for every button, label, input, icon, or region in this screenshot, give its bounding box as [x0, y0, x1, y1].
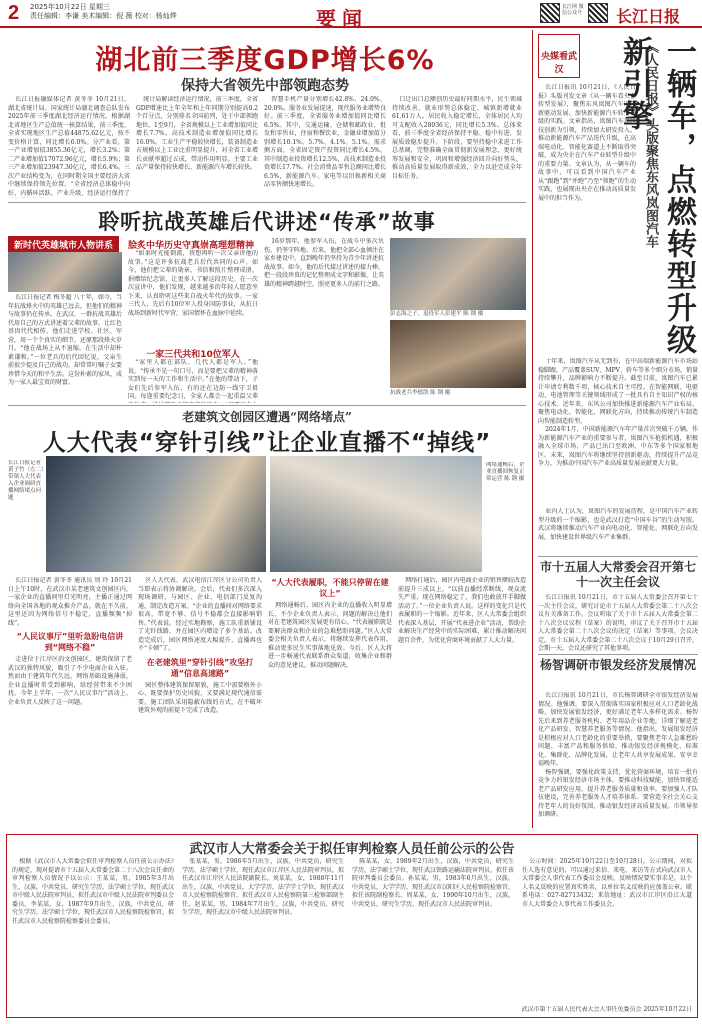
sidebar-subhead: 《人民日报》头版聚焦东风岚图汽车	[643, 40, 658, 248]
livestream-photo-2	[270, 456, 482, 572]
livestream-photo-1	[46, 456, 266, 572]
notice-col-4: 公示时间：2025年10月22日至10月28日。公示期间，对拟任人选有意见的，可以通过来信、来电、来访等方式向武汉市人大常委会人事代表工作委员会反映。反映情况要实事求是，以个人名义反映的应署真实姓名，以单位名义反映的应加盖公章。联系电话：027-82713432；来信地址：武汉市江岸区沿江大道市人大常委会人事代表工作委员会。	[522, 858, 692, 908]
yang-headline: 杨智调研市银发经济发展情况	[539, 658, 696, 672]
qr-code-icon	[588, 3, 608, 23]
notice-headline: 武汉市人大常委会关于拟任审判检察人员任前公示的公告	[189, 842, 515, 857]
photo-caption-left: 长江日报记者 黄子竹（左二）带领人大代表入企业调研直播网络堵点问题	[8, 460, 44, 501]
newspaper-logo: 长江日报	[616, 7, 681, 26]
qr-label: 长江网 微信公众号	[562, 4, 584, 16]
lead-headline: 湖北前三季度GDP增长6%	[95, 45, 435, 76]
header-info: 2025年10月22日 星期三 责任编辑：李谦 美术编辑：倪 薇 校对：杨灿烨	[30, 3, 177, 20]
sidebar-text-2: 十年来，岚图汽车从无到有，在中高端新能源汽车市场站稳脚跟，产品覆盖SUV、MPV、轿车等多个细分市场，销量持续攀升，品牌影响力不断提升。截至目前，岚图汽车已累计申请专利数千项，核心技术自主可控。在智能网联、电驱动、电池管理等关键领域形成了一批具有自主知识产权的核心技术。近年来，东风公司加快推进新能源汽车产业布局，聚焦电动化、智能化、网联化方向，持续推动传统汽车制造向智能制造转型。 2024年1月，中国新能源汽车年产量首次突破千万辆。作为新能源汽车产业的重要参与者，岚图汽车抢抓机遇，积极融入全球市场，产品已出口至欧洲、中东等多个国家和地区。未来，岚图汽车将继续坚持创新驱动，持续提升产品竞争力，为推动中国汽车产业高质量发展贡献更大力量。	[538, 358, 698, 467]
column-kicker: 央媒看武汉	[538, 34, 580, 78]
photo-caption: 彭志海之子、退役军人彭建平 陈 钢 摄	[390, 311, 484, 317]
lead-subhead: 保持大省领先中部领跑态势	[181, 78, 349, 94]
livestream-subtitle-2: 在老建筑里“穿针引线”攻坚打通“信息高速路”	[146, 657, 254, 678]
photo-caption-right: 网络通畅后，企业直播间恢复正常运营 陈 钢 摄	[486, 462, 525, 482]
notice-col-1: 根据《武汉市人大常委会拟任审判检察人员任前公示办法》的规定，现对提请市十五届人大常委会第二十八次会议任命的审判检察人员情况予以公示：王某某，男，1985年3月出生，汉族，中共党员，研究生学历，法学硕士学位，现任武汉市中级人民法院审判员，拟任武汉市中级人民法院审判委员会委员。李某某，女，1987年9月出生，汉族，中共党员，研究生学历，法学硕士学位，现任武汉市人民检察院检察官，拟任武汉市人民检察院检察委员会委员。	[12, 858, 174, 925]
lead-col-3: 智慧手机产量分别增长42.8%、24.0%、20.0%。服务业发展提速，现代服务业增势良好。前三季度，全省服务业增加值同比增长6.5%。其中，交通运输、仓储和邮政业，批发和零售业，住宿和餐饮业，金融业增加值分别增长10.1%、5.7%、4.1%、5.1%。需求侧方面，全省固定资产投资同比增长4.5%，其中制造业投资增长12.5%，高技术制造业投资增长17.7%。社会消费品零售总额同比增长6.5%，新能源汽车、家电等以旧换新相关商品零售额快速增长。	[264, 96, 386, 188]
page-number: 2	[8, 2, 20, 24]
livestream-kicker: 老建筑文创园区遭遇“网络堵点”	[182, 410, 352, 424]
congress-text: 长江日报讯 10月21日，市十五届人大常委会召开第七十一次主任会议，研究讨论市十五届人大常委会第二十八次会议有关准备工作。会议听取了关于市十五届人大常委会第二十八次会议议程（草案）的说明，审议了关于召开市十五届人大常委会第二十八次会议的决定（草案）等事项。会议决定，市十五届人大常委会第二十八次会议于10月29日召开，会期一天。会议还研究了其他事项。	[538, 594, 698, 652]
sidebar-text-3: 业内人士认为，岚图汽车的发展历程，是中国汽车产业转型升级的一个缩影，也是武汉打造“中国车谷”的生动写照。武汉将继续推动汽车产业向电动化、智能化、网联化方向发展，加快建设世界级汽车产业集群。	[538, 508, 698, 541]
hero-subtitle-1: 脍炙中华历史守真崇高理想精神	[128, 241, 255, 251]
hero-photo-1	[390, 238, 526, 310]
notice-col-2: 张某某，男，1986年5月出生，汉族，中共党员，研究生学历，法学硕士学位，现任武汉市江岸区人民法院审判员，拟任武汉市江岸区人民法院副院长。刘某某，女，1988年11月出生，汉族，中共党员，大学学历，法学学士学位，现任武汉市人民检察院检察官，拟任武汉市人民检察院第三检察部副主任。赵某某，男，1984年7月出生，汉族，中共党员，研究生学历，现任武汉市中级人民法院审判员。	[182, 858, 344, 916]
livestream-col-3: “人大代表履职，不能只停留在建议上” 网络通畅后，园区内企业的直播收入明显增长，不少企业负责人表示，问题的解决让他们对在老建筑园区发展更有信心。“代表履职就是要解决群众和企业的急难愁盼问题。”区人大常委会相关负责人表示，将继续发挥代表作用，推动更多民生实事落地见效。今后，区人大将进一步畅通代表联系群众渠道，收集企业和群众的意见建议，推动问题解决。	[268, 578, 392, 669]
livestream-col-1: 长江日报记者 黄冬冬 通讯员 周 玲 10月21日上午10时，在武汉市某老建筑文创园区内，一家企业的直播间里灯光明亮，主播正通过网络向全国各地的观众推介产品。就在不久前，这里还因为网络信号不稳定，直播频频“掉线”。 “人民议事厅”里听急盼电信讲到“网络不稳” 走进位于江岸区的文创园区，建筑保留了老武汉的独特风貌，吸引了不少电商企业入驻。然而由于建筑年代久远，网络基础设施薄弱，企业直播时常受到影响，给经营带来不少困扰。今年上半年，一次“人民议事厅”活动上，企业负责人反映了这一问题。	[8, 577, 132, 706]
hero-col-2: “如果时光能倒流，我想再听一次父亲讲他的故事。”这是许多抗战老兵后代共同的心声。如今，他们把父辈的勋章、书信和照片整理成册，捐赠给纪念馆，让更多人了解这段历史。在一次次宣讲中，他们发现，越来越多的年轻人愿意坐下来，认真聆听这些来自战火年代的故事。一家三代人，先后有10位军人投身国防事业，从抗日战场到新时代军营，家国情怀在血脉中延续。	[128, 250, 258, 317]
notice-signoff: 武汉市第十五届人民代表大会人事任免委员会 2025年10月22日	[521, 1006, 692, 1013]
lead-col-4: 口迁出口总额创历史最好同期水平，民生领域持续改善，就业形势总体稳定，城镇新增就业61.61万人。居民收入稳定增长，全体居民人均可支配收入28036元，同比增长5.3%。总体来看，前三季度全省经济保持平稳、稳中有进，发展质效稳步提升。下阶段，要坚持稳中求进工作总基调，完整准确全面贯彻新发展理念，更好统筹发展和安全，巩固和增强经济回升向好势头，推动高质量发展取得新成效，全力以赴完成全年目标任务。	[392, 96, 522, 180]
hero-col-4: 16岁那年，他参军入伍，在战斗中多次负伤，仍坚守阵地。后来，他把全部心血倾注在家乡建设中，直到晚年仍坚持为青少年讲述抗战故事。如今，他的后代接过讲述的接力棒，把一段段珍贵的记忆整理成文字和影像，让英雄的精神跨越时空，照亮更多人的前行之路。	[264, 238, 384, 288]
notice-col-3: 陈某某，女，1989年2月出生，汉族，中共党员，研究生学历，法学硕士学位，现任武汉铁路运输法院审判员，拟任该院审判委员会委员。孙某某，男，1983年6月出生，汉族，中共党员，大学学历，现任武汉市汉阳区人民检察院检察官，拟任该院副检察长。周某某，女，1990年10月出生，汉族，中共党员，研究生学历，现任武汉市人民法院审判员。	[352, 858, 514, 908]
hero-photo-left	[8, 252, 122, 292]
qr-code-icon	[540, 3, 560, 23]
hero-subtitle-2: 一家三代共和10位军人	[146, 350, 240, 360]
photo-caption: 抗战老兵李德凯 陈 钢 摄	[390, 390, 451, 396]
section-title: 要闻	[316, 7, 368, 31]
lead-col-2: 统计局解读经济运行情况，前三季度，全省GDP增速比上年全年和上年同期分别提高0.2个百分点，分别排名全国前列，处于中部领跑地位。1至9月，全省规模以上工业增加值同比增长7.7%，高技术制造业增加值同比增长16.0%。工业生产平稳较快增长，装备制造业占规模以上工业比重明显提升，对全省工业增长贡献率超过五成，带动作用明显。主要工业品产量保持较快增长，新能源汽车增长较快。	[136, 96, 258, 171]
hero-col-1: 长江日报记者 梅冬超 八十年，如今，当年抗战烽火中的英雄已远去，但他们的精神与故事仍在传承。在武汉，一群抗战英雄后代用自己的方式讲述着父辈的故事，让红色基因代代相传。他们走进学校、社区、军营，用一个个真实的细节，还原那段烽火岁月。“他在战场上从不退缩，在生活中却朴素谦和。”一位老兵的后代回忆说，父亲生前很少提及自己的战功，却常常叮嘱子女要珍惜今天的和平生活。这份朴素的家风，成为一家人最宝贵的财富。	[8, 294, 122, 386]
hero-photo-2	[390, 320, 526, 388]
congress-headline: 市十五届人大常委会召开第七十一次主任会议	[539, 560, 696, 589]
livestream-headline: 人大代表“穿针引线”让企业直播不“掉线”	[42, 430, 492, 456]
livestream-subtitle-3: “人大代表履职，不能只停留在建议上”	[271, 578, 389, 598]
sidebar-text-1: 长江日报讯 10月21日，《人民日报》头版刊发文章《从一辆车看央企转型发展》，聚焦东风岚图汽车以创新驱动发展、加快新能源汽车转型升级的实践。文章指出，岚图汽车以科技创新为引领，持续加大研发投入，推动新能源汽车产品迭代升级，在高端电动化、智能化赛道上不断取得突破，成为央企在汽车产业转型升级中的重要力量。文章认为，从一辆车的故事中，可以看到中国汽车产业从“跟跑”到“并跑”乃至“领跑”的生动实践，也展现出央企在推动高质量发展中的担当作为。	[538, 84, 636, 202]
series-band: 新时代英雄城市人物讲系	[8, 236, 119, 253]
yang-text: 长江日报讯 10月21日，市长杨智调研全市银发经济发展情况。他强调，要深入贯彻落实国家积极应对人口老龄化战略，加快发展银发经济，更好满足老年人多样化需求。杨智先后来到养老服务机构、老年用品企业等地，详细了解适老化产品研发、智慧养老服务等情况。他指出，发展银发经济是积极应对人口老龄化的重要举措，要聚焦老年人急难愁盼问题，丰富产品和服务供给，推动银发经济规模化、标准化、集群化、品牌化发展，让老年人共享发展成果、安享幸福晚年。 杨智强调，要强化政策支持，优化营商环境，培育一批有竞争力的银发经济市场主体。要推动科技赋能，加快智能适老产品研发应用，提升养老服务质量和效率。要加强人才队伍建设，完善养老服务人才培养体系。要营造全社会关心支持老年人的良好氛围，推动银发经济高质量发展。市领导参加调研。	[538, 692, 698, 818]
livestream-col-2: 区人大代表、武汉电信江岸区分公司负责人当即表示将协调解决。会后，代表们多次深入现场调研，与园区、企业、电信部门反复沟通，制定改造方案。“企业的直播间对网络要求很高，带宽不够、信号不稳都会直接影响销售。”代表说。经过实地勘察，施工队重新铺设了光纤线路，并在园区内增设了多个基站。改造完成后，园区网络速度大幅提升，直播再也不“卡顿”了。 在老建筑里“穿针引线”攻坚打通“信息高速路” 园区整体建筑保留原貌，施工中需要格外小心，既要保护历史风貌，又要满足现代通信需要。施工团队采用隐蔽布线的方式，在不破坏建筑外观的前提下完成了改造。	[138, 577, 262, 714]
livestream-subtitle-1: “人民议事厅”里听急盼电信讲到“网络不稳”	[16, 632, 124, 652]
livestream-col-4: 网络打通后，园区内电商企业的销售额较改造前提升三成以上。“以前直播经常断线，观众流失严重，现在网络稳定了，我们也敢放开手脚做活动了。”一位企业负责人说。这样的变化只是代表履职的一个缩影。近年来，区人大常委会组织代表深入基层，开展“代表进企业”活动，帮助企业解决生产经营中的实际困难，累计推动解决问题百余件，为优化营商环境贡献了人大力量。	[398, 577, 526, 644]
sidebar-headline: 一辆车，点燃转型升级新引擎	[617, 36, 696, 356]
hero-headline: 聆听抗战英雄后代讲述“传承”故事	[98, 210, 436, 234]
hero-col-3: “家里人都在部队，几代人都是军人。”他说，“传承不是一句口号，而是要把父辈的精神落实到每一天的工作和生活中。”在他的带动下，子女们先后参军入伍，有的还在边防一线守卫祖国。每逢重要纪念日，全家人都会一起重温父辈	[128, 359, 258, 400]
lead-col-1: 长江日报融媒体记者 黄冬冬 10月21日，湖北省统计局、国家统计局湖北调查总队发布2025年前三季度湖北经济运行情况。根据湖北省地区生产总值统一核算结果，前三季度，全省实现地区生产总值44875.62亿元，按不变价格计算，同比增长6.0%。分产业看，第一产业增加值3855.36亿元，增长3.2%；第二产业增加值17072.96亿元，增长5.9%；第三产业增加值23947.30亿元，增长6.4%。三次产业结构变为，在同时期全国主要经济大省中继续保持领先位置。“全省经济总体稳中向好，内循环活跃、产业升级、经济运行保持了	[8, 96, 130, 197]
